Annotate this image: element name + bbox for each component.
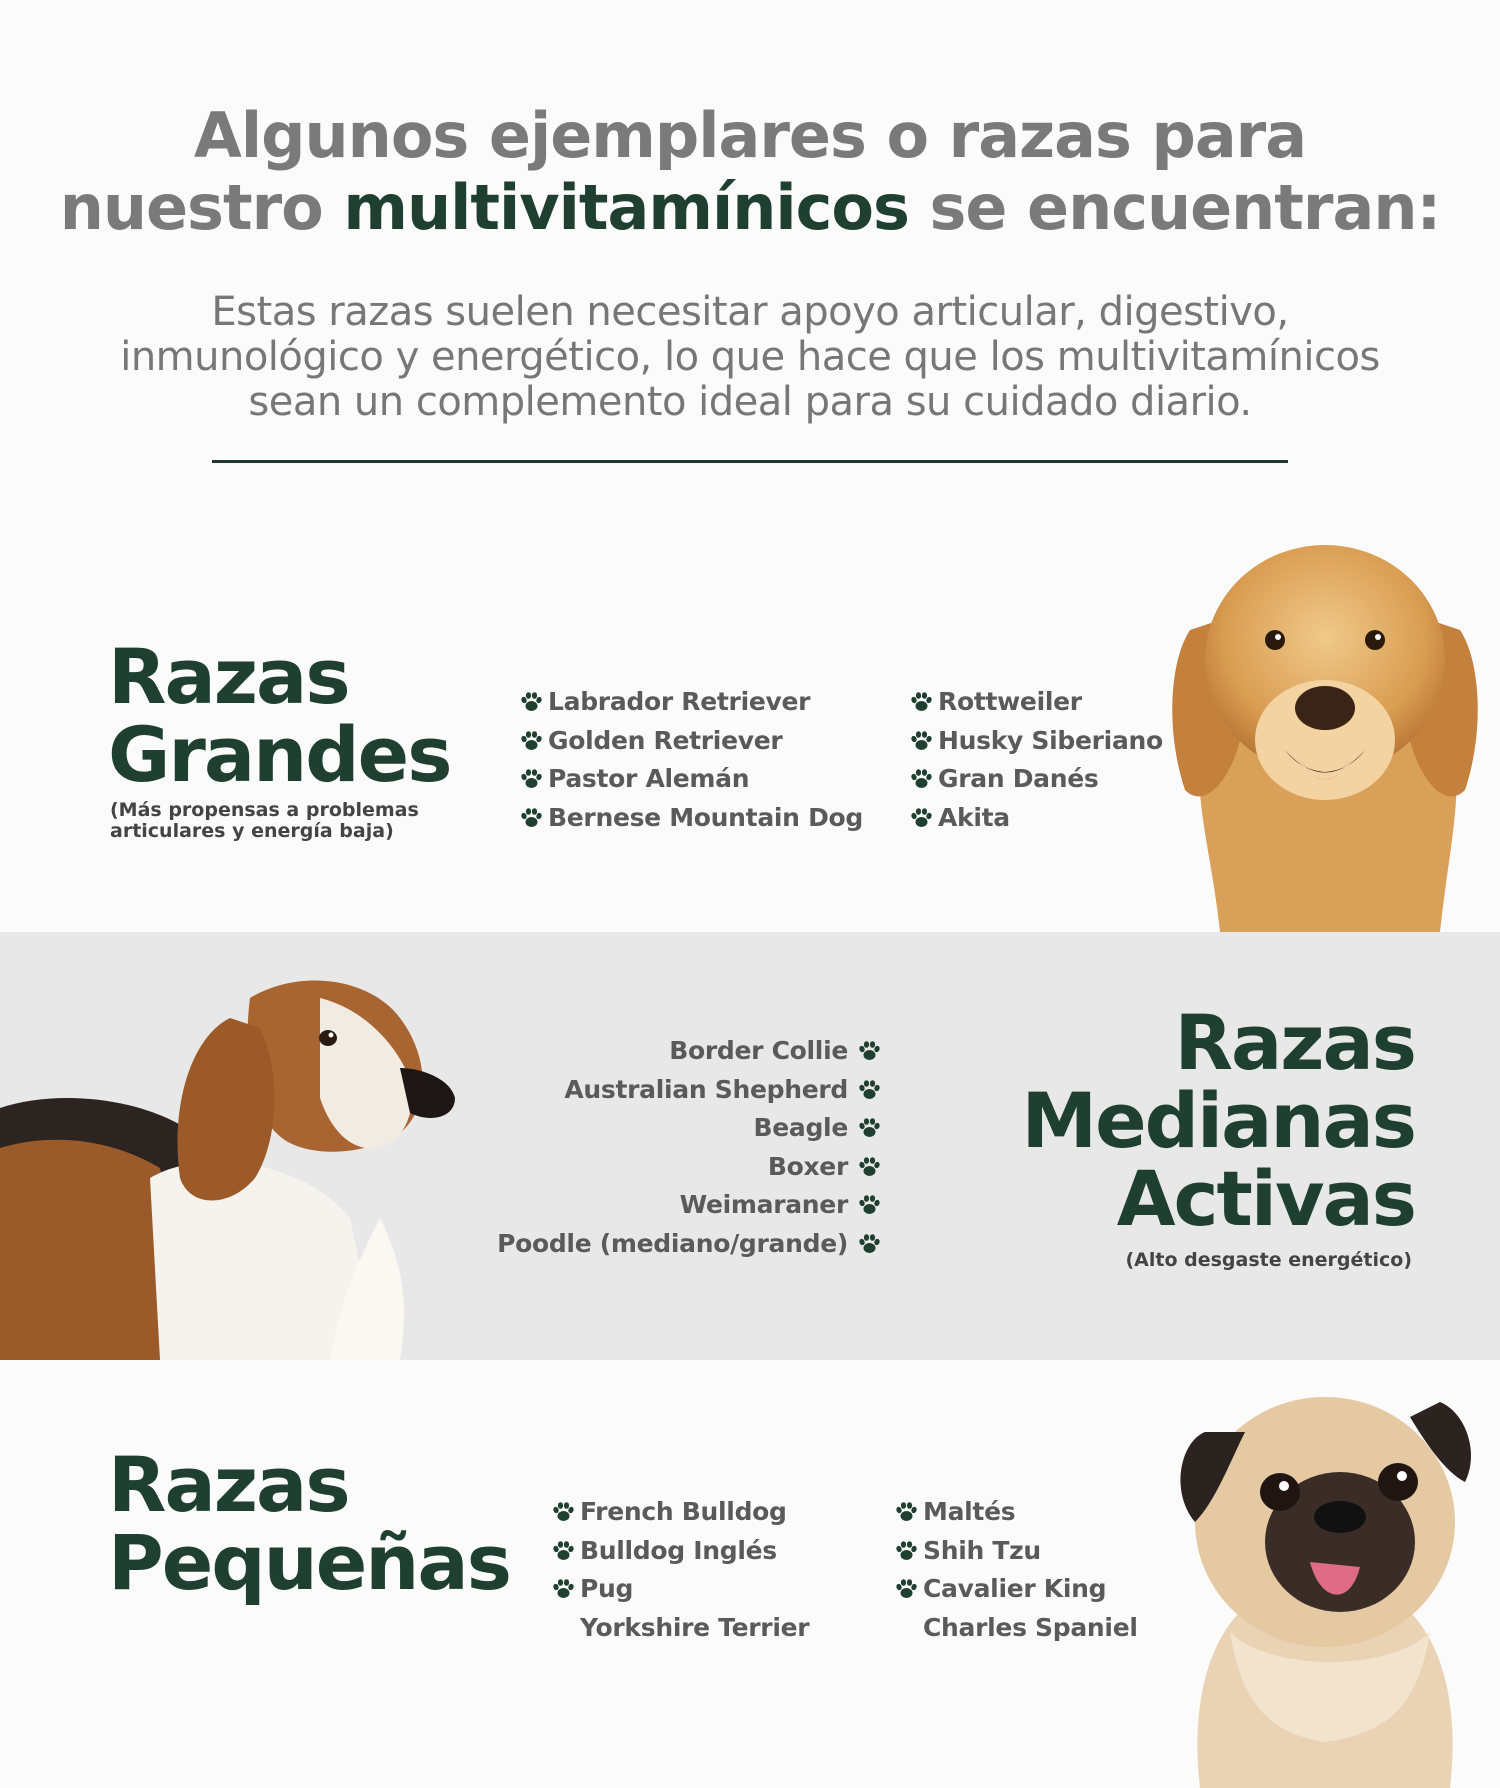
list-item <box>893 1532 1138 1571</box>
breed-name: Yorkshire Terrier <box>580 1612 810 1642</box>
list-item <box>550 1609 809 1648</box>
breed-name: Poodle (mediano/grande) <box>497 1228 848 1258</box>
small-breeds-list-2 <box>893 1493 1138 1647</box>
list-item <box>908 683 1163 722</box>
section-medium-breeds <box>0 932 1500 1360</box>
pug-illustration <box>1150 1372 1490 1788</box>
list-item <box>908 799 1163 838</box>
small-breeds-title <box>108 1440 510 1607</box>
large-breeds-note <box>110 800 419 842</box>
title-line-1: Algunos ejemplares o razas para <box>193 99 1307 172</box>
list-item <box>518 683 863 722</box>
breed-name: Rottweiler <box>938 687 1082 716</box>
paw-icon <box>893 1499 919 1525</box>
large-title-line-1: Razas <box>108 632 349 721</box>
paw-icon <box>908 805 934 831</box>
list-item <box>550 1493 809 1532</box>
large-breeds-title <box>108 632 451 799</box>
breed-name: Maltés <box>923 1497 1016 1526</box>
paw-icon <box>856 1077 882 1103</box>
paw-icon <box>518 805 544 831</box>
title-line-2 <box>0 172 1500 244</box>
paw-icon <box>856 1231 882 1257</box>
list-item <box>518 760 863 799</box>
list-item <box>462 1032 882 1071</box>
medium-title-line-2: Medianas <box>1021 1076 1415 1165</box>
small-title-line-1: Razas <box>108 1440 349 1529</box>
list-item <box>908 722 1163 761</box>
medium-title-line-1: Razas <box>1174 998 1415 1087</box>
list-item <box>518 799 863 838</box>
title-line-2-pre: nuestro <box>59 171 344 244</box>
large-note-line-1: (Más propensas a problemas <box>110 799 419 821</box>
page-title <box>0 100 1500 244</box>
paw-icon <box>550 1576 576 1602</box>
list-item <box>462 1071 882 1110</box>
list-item <box>908 760 1163 799</box>
list-item <box>893 1609 1138 1648</box>
breed-name: Weimaraner <box>679 1190 848 1219</box>
breed-name: Boxer <box>767 1151 848 1181</box>
breed-name: Labrador Retriever <box>548 687 811 716</box>
breed-name: Australian Shepherd <box>564 1074 848 1104</box>
list-item <box>550 1570 809 1609</box>
title-highlight: multivitamínicos <box>343 171 909 244</box>
paw-icon <box>856 1115 882 1141</box>
breed-name: Husky Siberiano <box>938 725 1163 755</box>
list-item <box>518 722 863 761</box>
list-item <box>893 1570 1138 1609</box>
breed-name: Cavalier King <box>923 1574 1107 1603</box>
breed-name: Gran Danés <box>938 764 1099 793</box>
paw-icon <box>550 1538 576 1564</box>
list-item <box>462 1109 882 1148</box>
breed-name: Shih Tzu <box>923 1535 1041 1565</box>
list-item <box>893 1493 1138 1532</box>
beagle-illustration <box>0 958 470 1360</box>
title-line-2-post: se encuentran: <box>908 171 1441 244</box>
paw-icon <box>893 1538 919 1564</box>
list-item <box>462 1186 882 1225</box>
paw-icon <box>908 689 934 715</box>
paw-icon <box>856 1038 882 1064</box>
large-breeds-list-1 <box>518 683 863 837</box>
breed-name: Bernese Mountain Dog <box>548 802 863 832</box>
medium-breeds-list <box>462 1032 882 1263</box>
breed-name: Charles Spaniel <box>923 1612 1138 1642</box>
paw-icon <box>518 689 544 715</box>
paw-icon <box>550 1499 576 1525</box>
section-large-breeds <box>0 520 1500 932</box>
intro-line-1: Estas razas suelen necesitar apoyo articular, digestivo, <box>211 289 1289 335</box>
divider <box>212 460 1288 463</box>
paw-icon <box>518 766 544 792</box>
breed-name: Beagle <box>753 1113 848 1142</box>
breed-name: Akita <box>938 802 1010 832</box>
breed-name: Bulldog Inglés <box>580 1535 777 1565</box>
paw-icon <box>908 766 934 792</box>
large-breeds-list-2 <box>908 683 1163 837</box>
paw-icon <box>856 1192 882 1218</box>
golden-retriever-illustration <box>1150 540 1500 932</box>
intro-paragraph <box>30 290 1470 425</box>
paw-icon <box>518 728 544 754</box>
breed-name: Border Collie <box>669 1036 848 1065</box>
breed-name: Pastor Alemán <box>548 764 750 793</box>
small-title-line-2: Pequeñas <box>108 1518 510 1607</box>
intro-line-2: inmunológico y energético, lo que hace que los multivitamínicos <box>120 334 1380 380</box>
paw-icon <box>893 1576 919 1602</box>
large-title-line-2: Grandes <box>108 710 451 799</box>
breed-name: Golden Retriever <box>548 725 783 755</box>
breed-name: Pug <box>580 1574 634 1603</box>
medium-breeds-note: (Alto desgaste energético) <box>1125 1249 1412 1271</box>
paw-icon <box>908 728 934 754</box>
breed-name: French Bulldog <box>580 1497 787 1526</box>
medium-breeds-title <box>1021 998 1415 1243</box>
section-small-breeds <box>0 1360 1500 1788</box>
paw-icon <box>856 1154 882 1180</box>
medium-title-line-3: Activas <box>1116 1154 1415 1243</box>
list-item <box>462 1148 882 1187</box>
small-breeds-list-1 <box>550 1493 809 1647</box>
list-item <box>550 1532 809 1571</box>
intro-line-3: sean un complemento ideal para su cuidado diario. <box>248 379 1252 425</box>
large-note-line-2: articulares y energía baja) <box>110 820 394 842</box>
list-item <box>462 1225 882 1264</box>
